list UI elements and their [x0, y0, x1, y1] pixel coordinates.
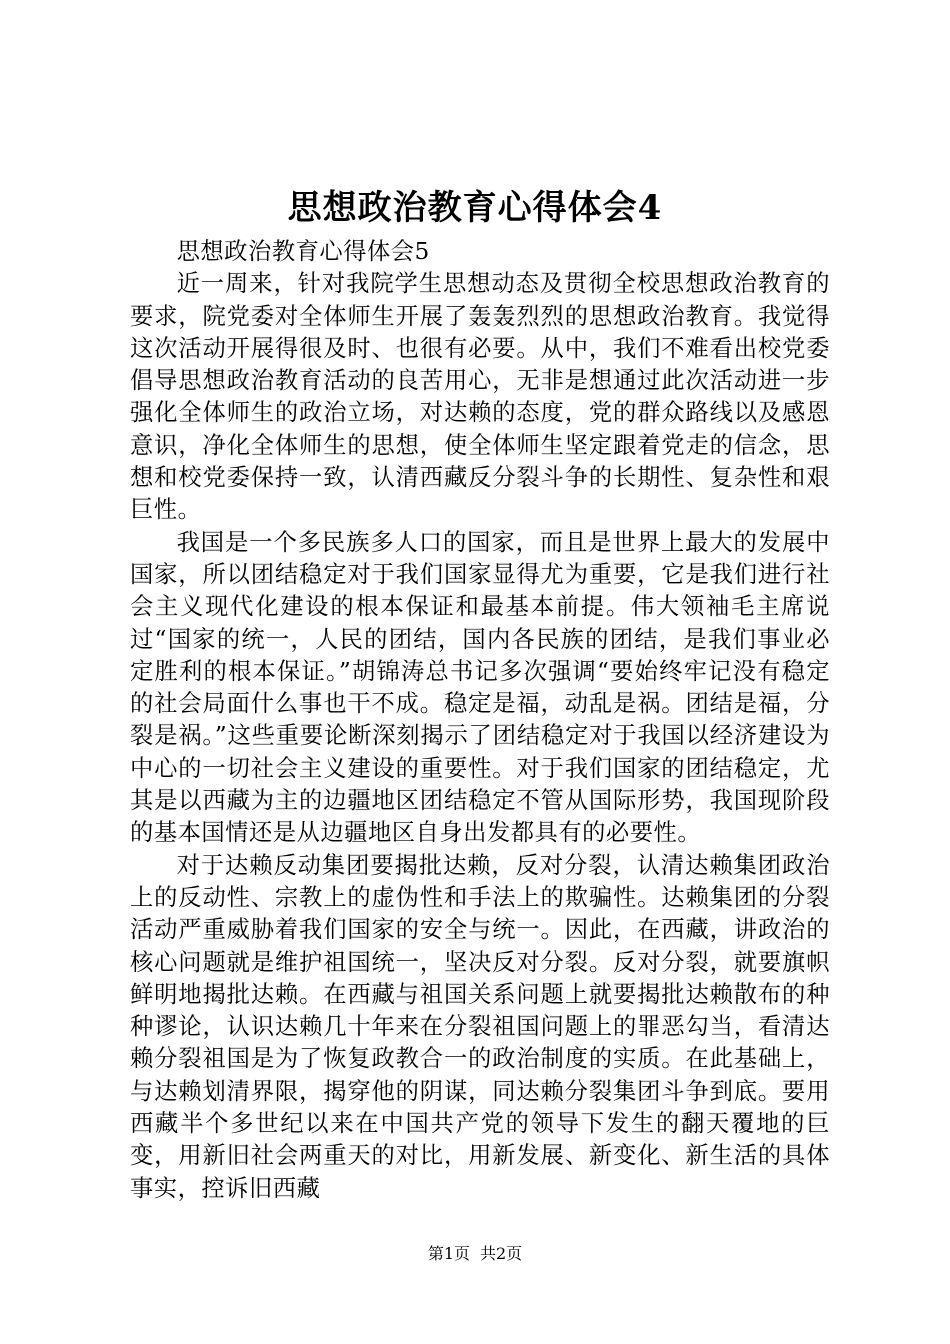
body-paragraph: 近一周来，针对我院学生思想动态及贯彻全校思想政治教育的要求，院党委对全体师生开展了轰轰烈烈的思想政治教育。我觉得这次活动开展得很及时、也很有必要。从中，我们不难看出校党委倡导思想政治教育活动的良苦用心，无非是想通过此次活动进一步强化全体师生的政治立场，对达赖的态度，党的群众路线以及感恩意识，净化全体师生的思想，使全体师生坚定跟着党走的信念，思想和校党委保持一致，认清西藏反分裂斗争的长期性、复杂性和艰巨性。: [130, 270, 830, 524]
document-title: 思想政治教育心得体会4: [287, 188, 663, 228]
body-paragraph: 我国是一个多民族多人口的国家，而且是世界上最大的发展中国家，所以团结稳定对于我们国家显得尤为重要，它是我们进行社会主义现代化建设的根本保证和最基本前提。伟大领袖毛主席说过“国家的统一，人民的团结，国内各民族的团结，是我们事业必定胜利的根本保证。”胡锦涛总书记多次强调“要始终牢记没有稳定的社会局面什么事也干不成。稳定是福，动乱是祸。团结是福，分裂是祸。”这些重要论断深刻揭示了团结稳定对于我国以经济建设为中心的一切社会主义建设的重要性。对于我们国家的团结稳定，尤其是以西藏为主的边疆地区团结稳定不管从国际形势，我国现阶段的基本国情还是从边疆地区自身出发都具有的必要性。: [130, 528, 830, 847]
document-body: [130, 236, 830, 1205]
subtitle-paragraph: 思想政治教育心得体会5: [176, 238, 430, 265]
body-paragraph: 对于达赖反动集团要揭批达赖，反对分裂，认清达赖集团政治上的反动性、宗教上的虚伪性和手法上的欺骗性。达赖集团的分裂活动严重威胁着我们国家的安全与统一。因此，在西藏，讲政治的核心问题就是维护祖国统一，坚决反对分裂。反对分裂，就要旗帜鲜明地揭批达赖。在西藏与祖国关系问题上就要揭批达赖散布的种种谬论，认识达赖几十年来在分裂祖国问题上的罪恶勾当，看清达赖分裂祖国是为了恢复政教合一的政治制度的实质。在此基础上，与达赖划清界限，揭穿他的阴谋，同达赖分裂集团斗争到底。要用西藏半个多世纪以来在中国共产党的领导下发生的翻天覆地的巨变，用新旧社会两重天的对比，用新发展、新变化、新生活的具体事实，控诉旧西藏: [130, 851, 830, 1202]
page-footer: [0, 1244, 950, 1264]
page-total: 共2页: [480, 1244, 523, 1263]
page-number: 第1页: [427, 1244, 470, 1263]
